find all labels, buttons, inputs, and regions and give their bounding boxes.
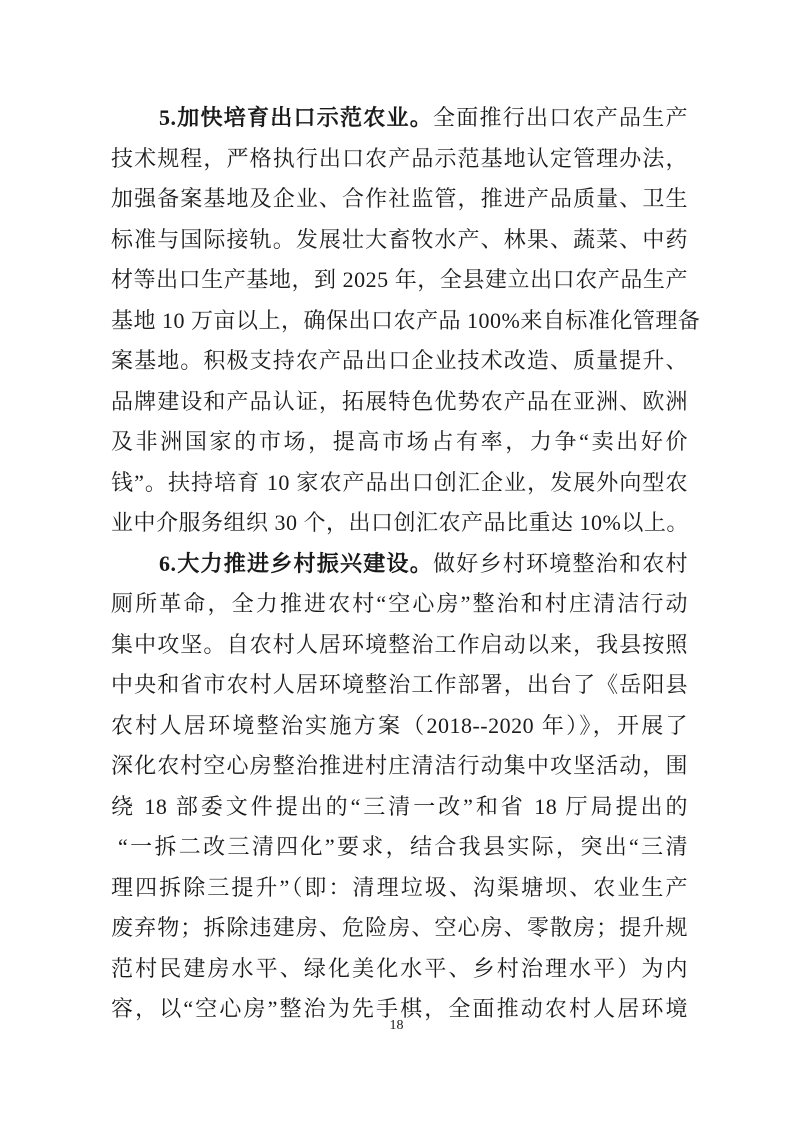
line-text: 全面推行出口农产品生产	[432, 105, 688, 130]
text-line	[111, 746, 688, 787]
text-line	[111, 787, 688, 828]
line-text: 标准与国际接轨。发展壮大畜牧水产、林果、蔬菜、中药	[111, 226, 688, 252]
line-text: 技术规程，严格执行出口农产品示范基地认定管理办法，	[111, 145, 688, 171]
line-text: 钱”。扶持培育 10 家农产品出口创汇企业，发展外向型农	[111, 469, 688, 495]
text-line	[111, 908, 688, 949]
text-line	[111, 260, 688, 301]
line-text: 品牌建设和产品认证，拓展特色优势农产品在亚洲、欧洲	[111, 388, 688, 414]
line-text: 做好乡村环境整治和农村	[432, 550, 688, 576]
text-line	[111, 584, 688, 625]
page-number: 18	[389, 1018, 404, 1033]
text-line	[111, 422, 688, 463]
line-text: 绕 18 部委文件提出的“三清一改”和省 18 厅局提出的	[111, 793, 688, 819]
text-line	[111, 179, 688, 220]
line-text: 加强备案基地及企业、合作社监管，推进产品质量、卫生	[111, 186, 688, 211]
line-text: “一拆二改三清四化”要求，结合我县实际，突出“三清	[118, 834, 688, 859]
line-text: 农村人居环境整治实施方案（2018--2020 年）》，开展了	[111, 712, 688, 738]
line-text: 业中介服务组织 30 个，出口创汇农产品比重达 10%以上。	[111, 510, 689, 535]
document-body	[111, 98, 701, 1030]
text-line	[111, 544, 688, 585]
text-line	[111, 625, 688, 666]
text-line	[111, 220, 688, 261]
line-text: 材等出口生产基地，到 2025 年，全县建立出口农产品生产	[111, 267, 688, 292]
line-text: 理四拆除三提升”（即：清理垃圾、沟渠塘坝、农业生产	[111, 874, 688, 900]
line-text: 案基地。积极支持农产品出口企业技术改造、质量提升、	[111, 348, 688, 373]
line-text: 厕所革命，全力推进农村“空心房”整治和村庄清洁行动	[111, 591, 688, 616]
line-text: 基地 10 万亩以上，确保出口农产品 100%来自标准化管理备	[111, 307, 701, 333]
paragraph-heading: 6.大力推进乡村振兴建设。	[159, 550, 433, 576]
line-text: 废弃物；拆除违建房、危险房、空心房、零散房；提升规	[111, 915, 688, 940]
paragraph-heading: 5.加快培育出口示范农业。	[159, 105, 433, 130]
text-line	[111, 463, 688, 504]
text-line	[111, 98, 688, 139]
text-line	[111, 949, 688, 990]
text-line	[111, 301, 701, 342]
line-text: 集中攻坚。自农村人居环境整治工作启动以来，我县按照	[111, 631, 688, 657]
text-line	[111, 706, 688, 747]
line-text: 及非洲国家的市场，提高市场占有率，力争“卖出好价	[111, 429, 688, 454]
text-line	[111, 341, 688, 382]
text-line	[111, 665, 688, 706]
text-line	[111, 827, 688, 868]
text-line	[111, 382, 688, 423]
line-text: 容，以“空心房”整治为先手棋，全面推动农村人居环境	[111, 996, 688, 1021]
line-text: 中央和省市农村人居环境整治工作部署，出台了《岳阳县	[111, 672, 688, 697]
text-line	[111, 868, 688, 909]
line-text: 深化农村空心房整治推进村庄清洁行动集中攻坚活动，围	[111, 753, 688, 778]
line-text: 范村民建房水平、绿化美化水平、乡村治理水平）为内	[111, 955, 688, 981]
text-line	[111, 139, 688, 180]
text-line	[111, 503, 688, 544]
